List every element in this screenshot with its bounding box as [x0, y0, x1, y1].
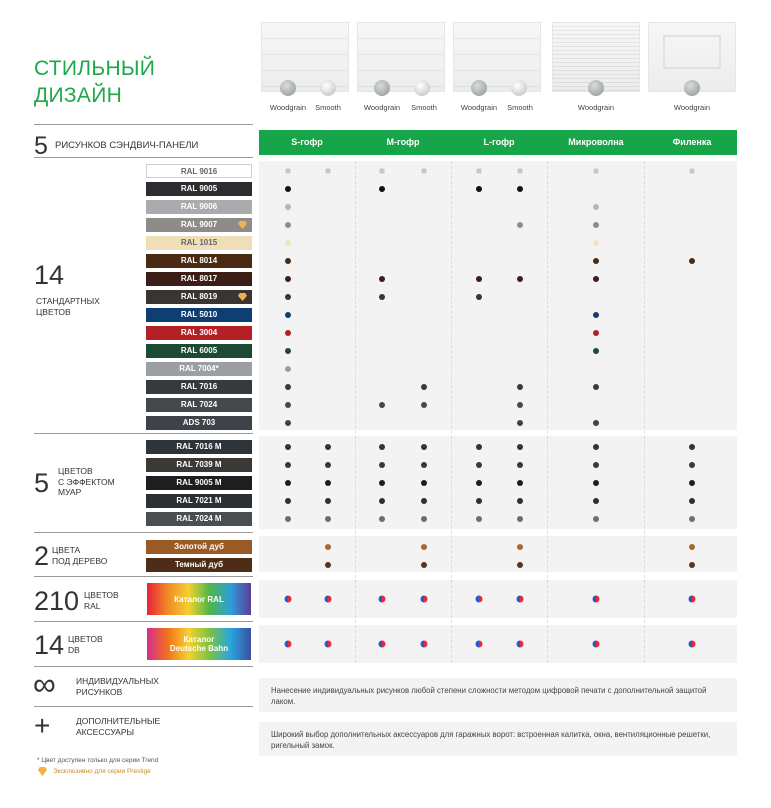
availability-dot — [325, 480, 331, 486]
availability-dot — [517, 498, 523, 504]
availability-dot — [285, 276, 291, 282]
color-label-text: RAL 7024 M — [176, 514, 222, 523]
availability-dot — [593, 480, 599, 486]
availability-dot — [325, 462, 331, 468]
availability-dot — [379, 294, 385, 300]
ral-catalog-dot — [285, 596, 292, 603]
availability-dot — [476, 516, 482, 522]
prestige-footnote: Эксклюзивно для серии Prestige — [53, 768, 151, 775]
ral-catalog-dot — [325, 596, 332, 603]
panel-image-s — [261, 22, 349, 92]
availability-dot — [689, 258, 695, 264]
texture-label: Woodgrain — [363, 103, 401, 112]
availability-dot — [285, 516, 291, 522]
availability-dot — [421, 544, 427, 550]
availability-dot — [518, 169, 523, 174]
availability-dot — [285, 384, 291, 390]
color-label — [146, 416, 252, 430]
column-separator — [355, 161, 356, 663]
color-label — [146, 398, 252, 412]
color-label — [146, 308, 252, 322]
diamond-icon — [238, 221, 247, 229]
color-label-text: RAL 8014 — [180, 256, 218, 265]
texture-label: Smooth — [411, 103, 437, 112]
availability-dot — [285, 366, 291, 372]
section-divider — [34, 666, 253, 667]
ral-catalog-dot — [689, 596, 696, 603]
color-label — [146, 476, 252, 490]
availability-dot — [517, 444, 523, 450]
panel-image-m — [357, 22, 445, 92]
availability-dot — [517, 544, 523, 550]
availability-dot — [690, 169, 695, 174]
section-label: ЦВЕТОВ RAL — [84, 590, 119, 611]
woodgrain-swatch — [588, 80, 604, 96]
availability-dot — [421, 516, 427, 522]
color-label-text: RAL 9016 — [180, 167, 218, 176]
availability-dot — [379, 276, 385, 282]
section-number: 5 — [34, 132, 48, 160]
availability-dot — [689, 462, 695, 468]
db-catalog-dot — [285, 641, 292, 648]
availability-dot — [422, 169, 427, 174]
texture-label: Smooth — [315, 103, 341, 112]
column-header-s: S-гофр — [291, 137, 323, 147]
color-label-text: RAL 8017 — [180, 274, 218, 283]
color-label — [146, 236, 252, 250]
color-label — [146, 512, 252, 526]
availability-dot — [593, 498, 599, 504]
availability-dot — [325, 516, 331, 522]
availability-dot — [476, 462, 482, 468]
plus-icon: + — [34, 710, 51, 741]
availability-dot — [517, 462, 523, 468]
smooth-swatch — [414, 80, 430, 96]
availability-dot — [421, 562, 427, 568]
availability-dot — [285, 462, 291, 468]
texture-label: Woodgrain — [577, 103, 615, 112]
color-label — [146, 182, 252, 196]
page-title — [34, 55, 155, 109]
availability-dot — [421, 402, 427, 408]
color-label — [146, 290, 252, 304]
availability-dot — [379, 516, 385, 522]
color-label-text: ADS 703 — [182, 418, 216, 427]
availability-dot — [593, 384, 599, 390]
availability-dot — [476, 186, 482, 192]
section-divider — [34, 433, 253, 434]
trend-footnote: * Цвет доступен только для серии Trend — [37, 757, 159, 764]
color-label-text: RAL 9006 — [180, 202, 218, 211]
texture-label: Woodgrain — [460, 103, 498, 112]
section-number: 14 — [34, 630, 65, 660]
section-divider — [34, 532, 253, 533]
section-divider — [34, 576, 253, 577]
woodgrain-swatch — [374, 80, 390, 96]
availability-dot — [285, 444, 291, 450]
db-catalog-dot — [476, 641, 483, 648]
color-label — [146, 558, 252, 572]
availability-dot — [285, 204, 291, 210]
availability-dot — [285, 312, 291, 318]
availability-dot — [517, 186, 523, 192]
column-separator — [547, 161, 548, 663]
smooth-swatch — [320, 80, 336, 96]
color-label — [146, 200, 252, 214]
color-label — [146, 254, 252, 268]
availability-dot — [593, 204, 599, 210]
availability-dot — [593, 462, 599, 468]
availability-dot — [325, 498, 331, 504]
availability-dot — [689, 480, 695, 486]
availability-dot — [593, 420, 599, 426]
availability-dot — [689, 444, 695, 450]
section-divider — [34, 621, 253, 622]
color-label-text: RAL 9005 M — [176, 478, 222, 487]
availability-dot — [325, 544, 331, 550]
ral-catalog-button[interactable]: Каталог RAL — [147, 583, 251, 615]
availability-dot — [285, 420, 291, 426]
availability-dot — [517, 480, 523, 486]
availability-dot — [285, 258, 291, 264]
db-catalog-dot — [517, 641, 524, 648]
color-label — [146, 272, 252, 286]
availability-dot — [517, 384, 523, 390]
woodgrain-swatch — [471, 80, 487, 96]
db-catalog-dot — [593, 641, 600, 648]
section-number: 210 — [34, 586, 80, 616]
availability-dot — [379, 402, 385, 408]
color-label-text: RAL 7039 M — [176, 460, 222, 469]
column-header-m: M-гофр — [386, 137, 420, 147]
color-label-text: RAL 7021 M — [176, 496, 222, 505]
color-label-text: Золотой дуб — [174, 542, 224, 551]
color-label-text: RAL 5010 — [180, 310, 218, 319]
color-label-text: RAL 9007 — [180, 220, 218, 229]
panel-image-l — [453, 22, 541, 92]
color-label-text: RAL 6005 — [180, 346, 218, 355]
availability-dot — [593, 276, 599, 282]
section-number: 14 — [34, 260, 65, 290]
section-label: ИНДИВИДУАЛЬНЫХ РИСУНКОВ — [76, 676, 159, 697]
group-bg-standard — [259, 161, 737, 430]
color-label — [146, 344, 252, 358]
availability-dot — [285, 498, 291, 504]
column-header-microwave: Микроволна — [568, 137, 624, 147]
section-label: РИСУНКОВ СЭНДВИЧ-ПАНЕЛИ — [55, 140, 199, 151]
availability-dot — [594, 169, 599, 174]
diamond-icon — [38, 767, 47, 776]
availability-dot — [689, 544, 695, 550]
infinity-icon: ∞ — [33, 666, 56, 702]
section-label: ЦВЕТА ПОД ДЕРЕВО — [52, 545, 108, 566]
column-separator — [644, 161, 645, 663]
availability-dot — [593, 312, 599, 318]
availability-dot — [476, 480, 482, 486]
availability-dot — [285, 402, 291, 408]
accessories-note: Широкий выбор дополнительных аксессуаров для гаражных ворот: встроенная калитка, окна, вентиляционные решетки, ригельный замок. — [259, 722, 737, 756]
woodgrain-swatch — [684, 80, 700, 96]
color-label — [146, 218, 252, 232]
section-label: ЦВЕТОВ DB — [68, 634, 103, 655]
availability-dot — [517, 402, 523, 408]
color-label-text: RAL 1015 — [180, 238, 218, 247]
availability-dot — [285, 348, 291, 354]
availability-dot — [285, 186, 291, 192]
availability-dot — [285, 240, 291, 246]
availability-dot — [517, 562, 523, 568]
db-catalog-dot — [325, 641, 332, 648]
section-divider — [34, 157, 253, 158]
section-divider — [34, 124, 253, 125]
color-label — [146, 164, 252, 178]
availability-dot — [517, 222, 523, 228]
ral-catalog-dot — [517, 596, 524, 603]
title-line-2: ДИЗАЙН — [34, 84, 123, 107]
availability-dot — [476, 294, 482, 300]
availability-dot — [380, 169, 385, 174]
availability-dot — [285, 294, 291, 300]
color-label-text: RAL 3004 — [180, 328, 218, 337]
column-header-l: L-гофр — [483, 137, 515, 147]
ral-catalog-dot — [379, 596, 386, 603]
availability-dot — [689, 516, 695, 522]
color-label — [146, 540, 252, 554]
availability-dot — [593, 258, 599, 264]
color-label-text: Темный дуб — [174, 560, 224, 569]
availability-dot — [285, 480, 291, 486]
availability-dot — [325, 562, 331, 568]
section-label: СТАНДАРТНЫХ ЦВЕТОВ — [36, 296, 100, 317]
availability-dot — [593, 444, 599, 450]
ral-catalog-dot — [593, 596, 600, 603]
availability-dot — [517, 276, 523, 282]
availability-dot — [379, 462, 385, 468]
availability-dot — [421, 444, 427, 450]
availability-dot — [593, 348, 599, 354]
smooth-swatch — [511, 80, 527, 96]
color-label-text: RAL 7016 M — [176, 442, 222, 451]
column-separator — [451, 161, 452, 663]
availability-dot — [593, 222, 599, 228]
color-label — [146, 440, 252, 454]
availability-dot — [593, 330, 599, 336]
column-header-panel: Филенка — [672, 137, 712, 147]
ral-catalog-dot — [421, 596, 428, 603]
woodgrain-swatch — [280, 80, 296, 96]
color-label — [146, 494, 252, 508]
ral-catalog-dot — [476, 596, 483, 603]
color-label-text: RAL 7016 — [180, 382, 218, 391]
availability-dot — [379, 186, 385, 192]
availability-dot — [593, 516, 599, 522]
availability-dot — [325, 444, 331, 450]
color-label-text: RAL 7024 — [180, 400, 218, 409]
texture-label: Woodgrain — [673, 103, 711, 112]
texture-label: Smooth — [507, 103, 533, 112]
availability-dot — [421, 480, 427, 486]
availability-dot — [689, 498, 695, 504]
availability-dot — [476, 498, 482, 504]
diamond-icon — [238, 293, 247, 301]
availability-dot — [379, 480, 385, 486]
availability-dot — [689, 562, 695, 568]
custom-print-note: Нанесение индивидуальных рисунков любой степени сложности методом цифровой печати с дополнительной защитой лаком. — [259, 678, 737, 712]
section-number: 2 — [34, 541, 50, 571]
availability-dot — [517, 516, 523, 522]
texture-label: Woodgrain — [269, 103, 307, 112]
db-catalog-button[interactable]: Каталог Deutsche Bahn — [147, 628, 251, 660]
section-divider — [34, 706, 253, 707]
availability-dot — [421, 384, 427, 390]
color-label-text: RAL 8019 — [180, 292, 218, 301]
db-catalog-dot — [689, 641, 696, 648]
availability-dot — [285, 330, 291, 336]
section-number: 5 — [34, 468, 50, 498]
availability-dot — [593, 240, 599, 246]
group-bg-wood — [259, 536, 737, 572]
availability-dot — [477, 169, 482, 174]
section-label: ЦВЕТОВ С ЭФФЕКТОМ МУАР — [58, 466, 115, 497]
color-label — [146, 458, 252, 472]
availability-dot — [379, 498, 385, 504]
availability-dot — [285, 222, 291, 228]
availability-dot — [286, 169, 291, 174]
color-label — [146, 362, 252, 376]
availability-dot — [476, 444, 482, 450]
availability-dot — [421, 498, 427, 504]
availability-dot — [379, 444, 385, 450]
color-label-text: RAL 9005 — [180, 184, 218, 193]
availability-dot — [421, 462, 427, 468]
section-label: ДОПОЛНИТЕЛЬНЫЕ АКСЕССУАРЫ — [76, 716, 161, 737]
db-catalog-dot — [379, 641, 386, 648]
color-label-text: RAL 7004* — [179, 364, 219, 373]
availability-dot — [326, 169, 331, 174]
color-label — [146, 380, 252, 394]
db-catalog-dot — [421, 641, 428, 648]
availability-dot — [517, 420, 523, 426]
title-line-1: СТИЛЬНЫЙ — [34, 57, 156, 80]
availability-dot — [476, 276, 482, 282]
color-label — [146, 326, 252, 340]
